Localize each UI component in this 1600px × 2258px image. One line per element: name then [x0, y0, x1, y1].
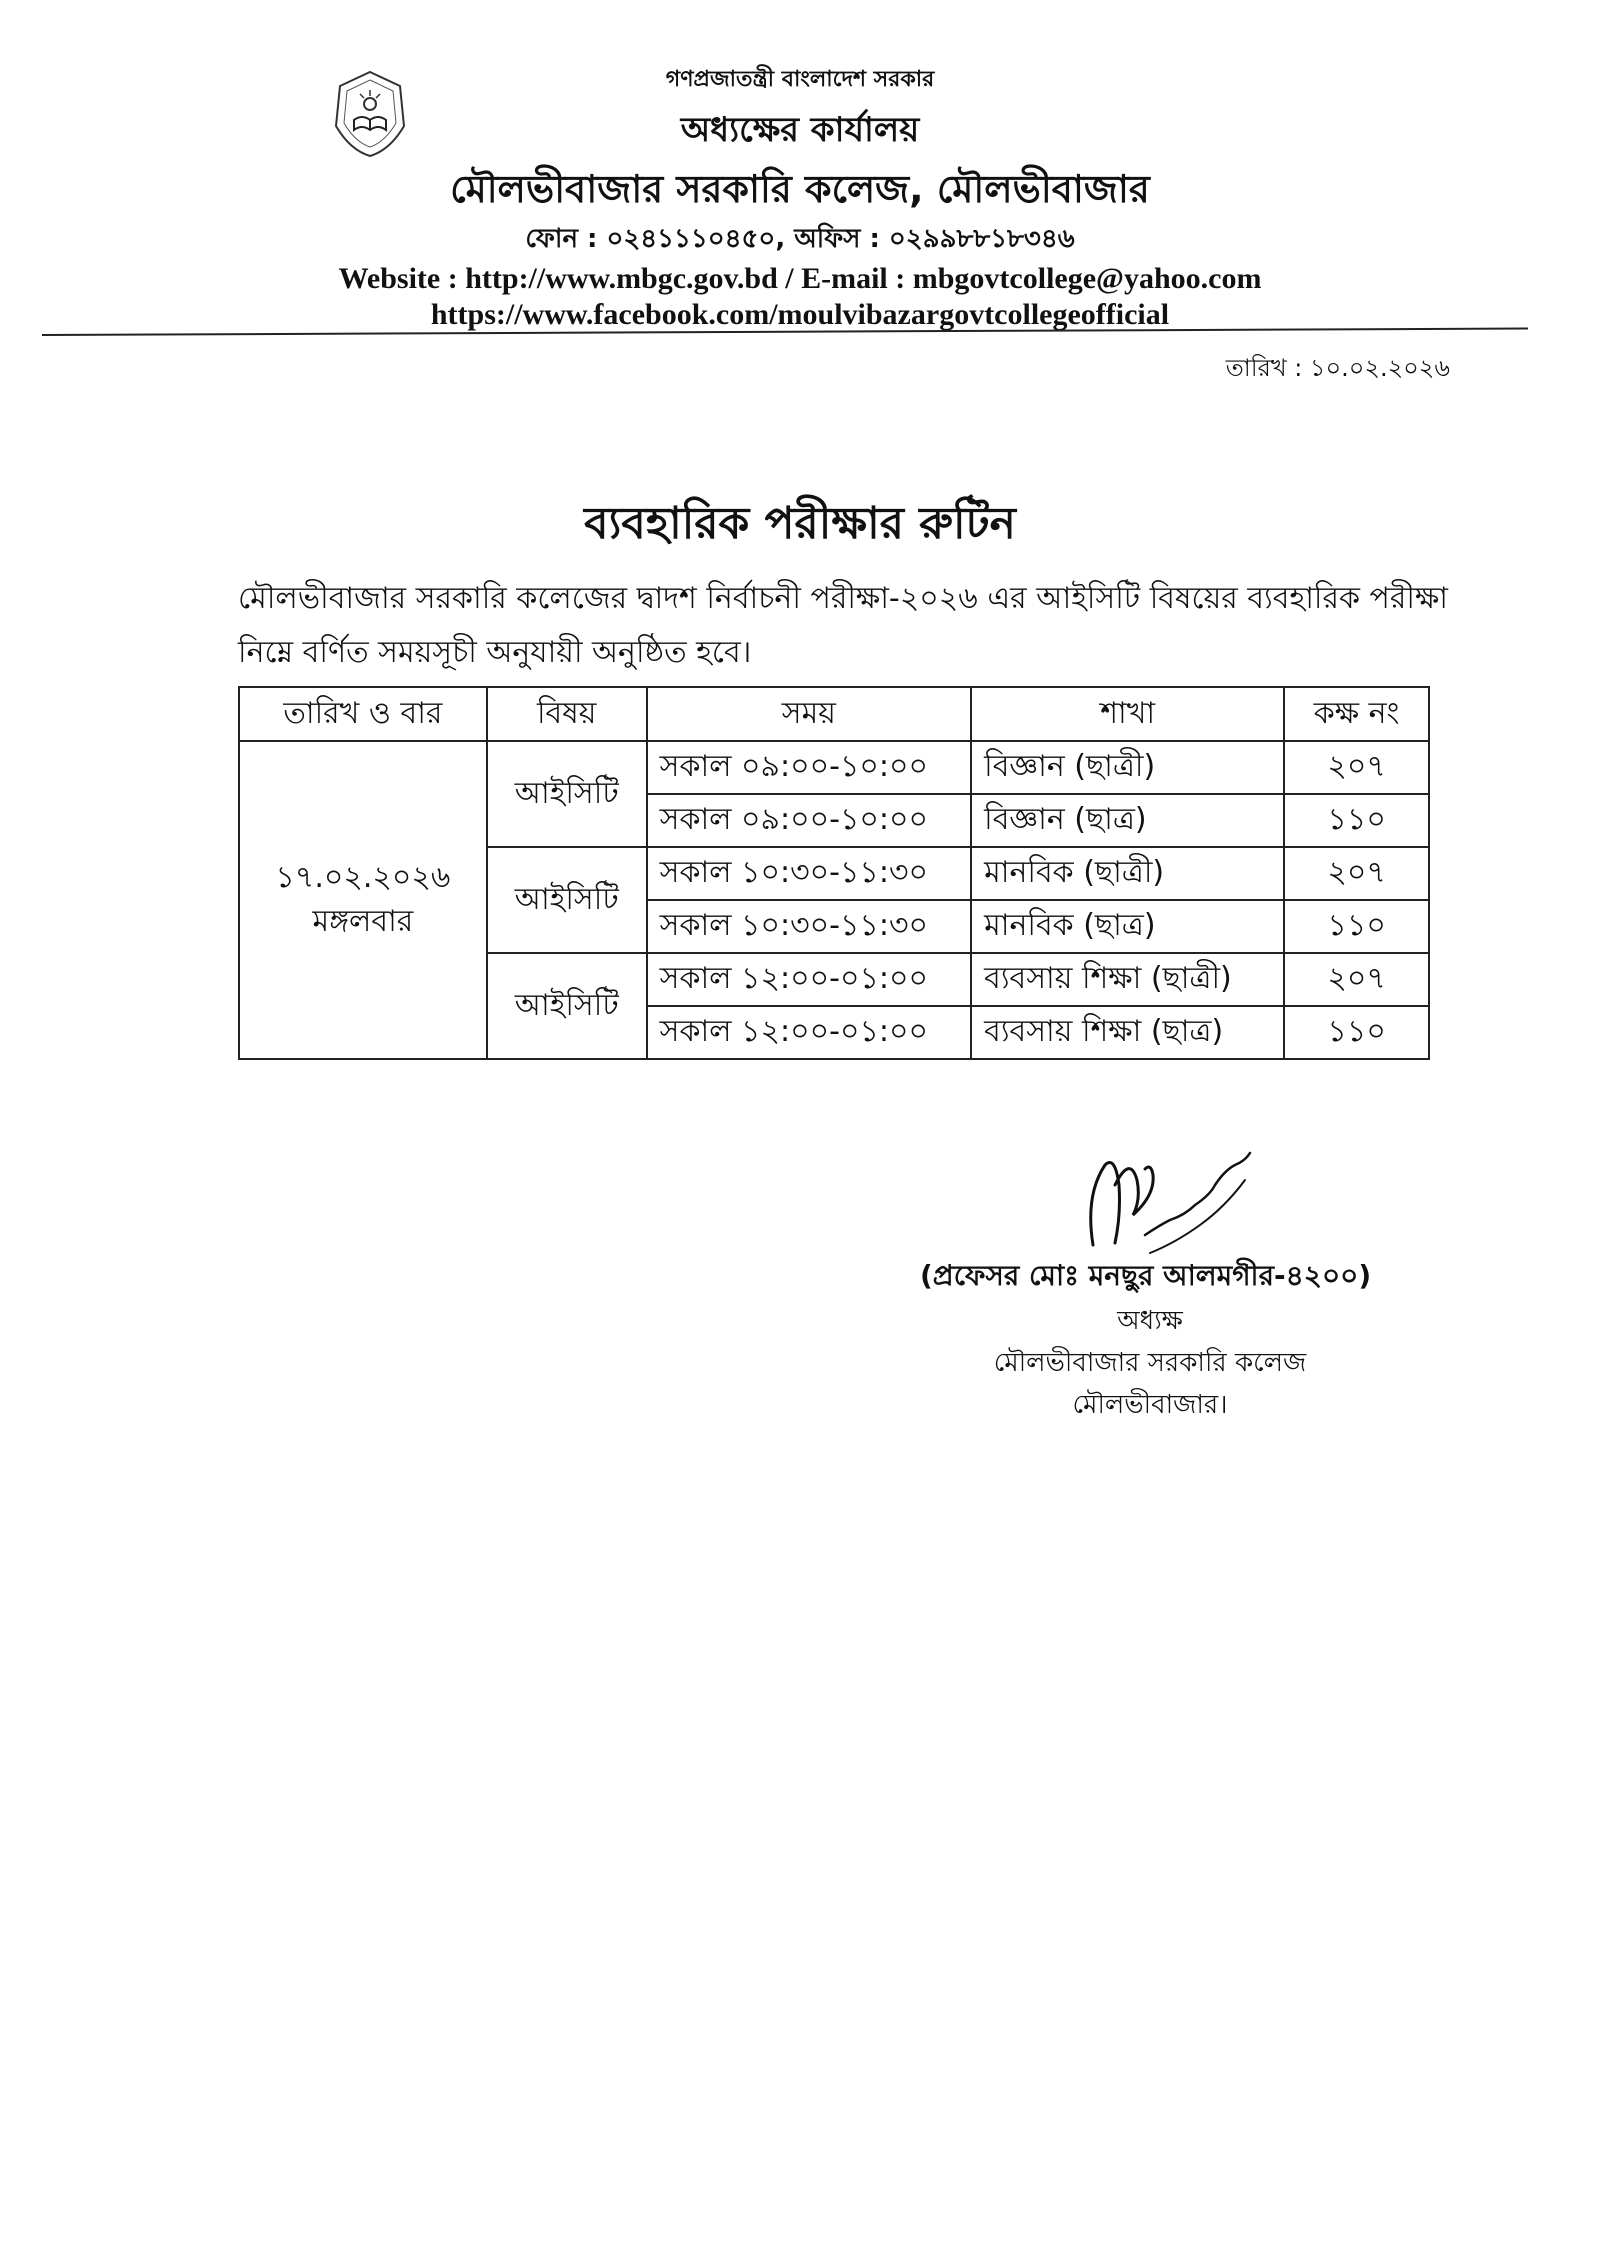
- signature-college: মৌলভীবাজার সরকারি কলেজ: [993, 1348, 1307, 1378]
- subject-cell: আইসিটি: [487, 953, 647, 1059]
- table-header-row: [239, 687, 1429, 741]
- office-name: অধ্যক্ষের কার্যালয়: [680, 110, 920, 150]
- branch-cell: মানবিক (ছাত্র): [971, 900, 1284, 953]
- room-cell: ১১০: [1284, 1006, 1429, 1059]
- header-room: কক্ষ নং: [1284, 687, 1429, 741]
- subject-cell: আইসিটি: [487, 741, 647, 847]
- principal-designation: অধ্যক্ষ: [1117, 1306, 1183, 1336]
- room-cell: ১১০: [1284, 794, 1429, 847]
- room-cell: ১১০: [1284, 900, 1429, 953]
- room-cell: ২০৭: [1284, 953, 1429, 1006]
- time-cell: সকাল ০৯:০০-১০:০০: [647, 741, 971, 794]
- header-date-day: তারিখ ও বার: [239, 687, 487, 741]
- branch-cell: ব্যবসায় শিক্ষা (ছাত্র): [971, 1006, 1284, 1059]
- facebook-link[interactable]: https://www.facebook.com/moulvibazargovtcollegeofficial: [430, 298, 1170, 331]
- college-name: মৌলভীবাজার সরকারি কলেজ, মৌলভীবাজার: [450, 167, 1150, 211]
- notice-paragraph: মৌলভীবাজার সরকারি কলেজের দ্বাদশ নির্বাচনী পরীক্ষা-২০২৬ এর আইসিটি বিষয়ের ব্যবহারিক পরীক্ষা নিম্নে বর্ণিত সময়সূচী অনুযায়ী অনুষ্ঠিত হবে।: [238, 581, 1448, 670]
- website-email-line[interactable]: Website : http://www.mbgc.gov.bd / E-mail : mbgovtcollege@yahoo.com: [338, 262, 1262, 295]
- time-cell: সকাল ১২:০০-০১:০০: [647, 1006, 971, 1059]
- government-name: গণপ্রজাতন্ত্রী বাংলাদেশ সরকার: [665, 67, 935, 92]
- header-branch: শাখা: [971, 687, 1284, 741]
- principal-name: (প্রফেসর মোঃ মনছুর আলমগীর-৪২০০): [920, 1259, 1372, 1292]
- time-cell: সকাল ০৯:০০-১০:০০: [647, 794, 971, 847]
- subject-cell: আইসিটি: [487, 847, 647, 953]
- notice-title: ব্যবহারিক পরীক্ষার রুটিন: [584, 498, 1016, 549]
- exam-day: মঙ্গলবার: [312, 904, 414, 939]
- signature-place: মৌলভীবাজার।: [1072, 1390, 1228, 1420]
- branch-cell: মানবিক (ছাত্রী): [971, 847, 1284, 900]
- exam-date: ১৭.০২.২০২৬: [275, 860, 451, 895]
- table-row: [239, 741, 1429, 794]
- time-cell: সকাল ১০:৩০-১১:৩০: [647, 900, 971, 953]
- branch-cell: বিজ্ঞান (ছাত্র): [971, 794, 1284, 847]
- header-time: সময়: [647, 687, 971, 741]
- notice-date: তারিখ : ১০.০২.২০২৬: [1225, 354, 1450, 382]
- room-cell: ২০৭: [1284, 741, 1429, 794]
- exam-routine-table: [238, 686, 1430, 1060]
- date-day-cell: [239, 741, 487, 1059]
- room-cell: ২০৭: [1284, 847, 1429, 900]
- principal-signature: [1075, 1125, 1275, 1270]
- phone-line: ফোন : ০২৪১১১০৪৫০, অফিস : ০২৯৯৮৮১৮৩৪৬: [525, 224, 1075, 254]
- time-cell: সকাল ১২:০০-০১:০০: [647, 953, 971, 1006]
- branch-cell: বিজ্ঞান (ছাত্রী): [971, 741, 1284, 794]
- header-subject: বিষয়: [487, 687, 647, 741]
- time-cell: সকাল ১০:৩০-১১:৩০: [647, 847, 971, 900]
- branch-cell: ব্যবসায় শিক্ষা (ছাত্রী): [971, 953, 1284, 1006]
